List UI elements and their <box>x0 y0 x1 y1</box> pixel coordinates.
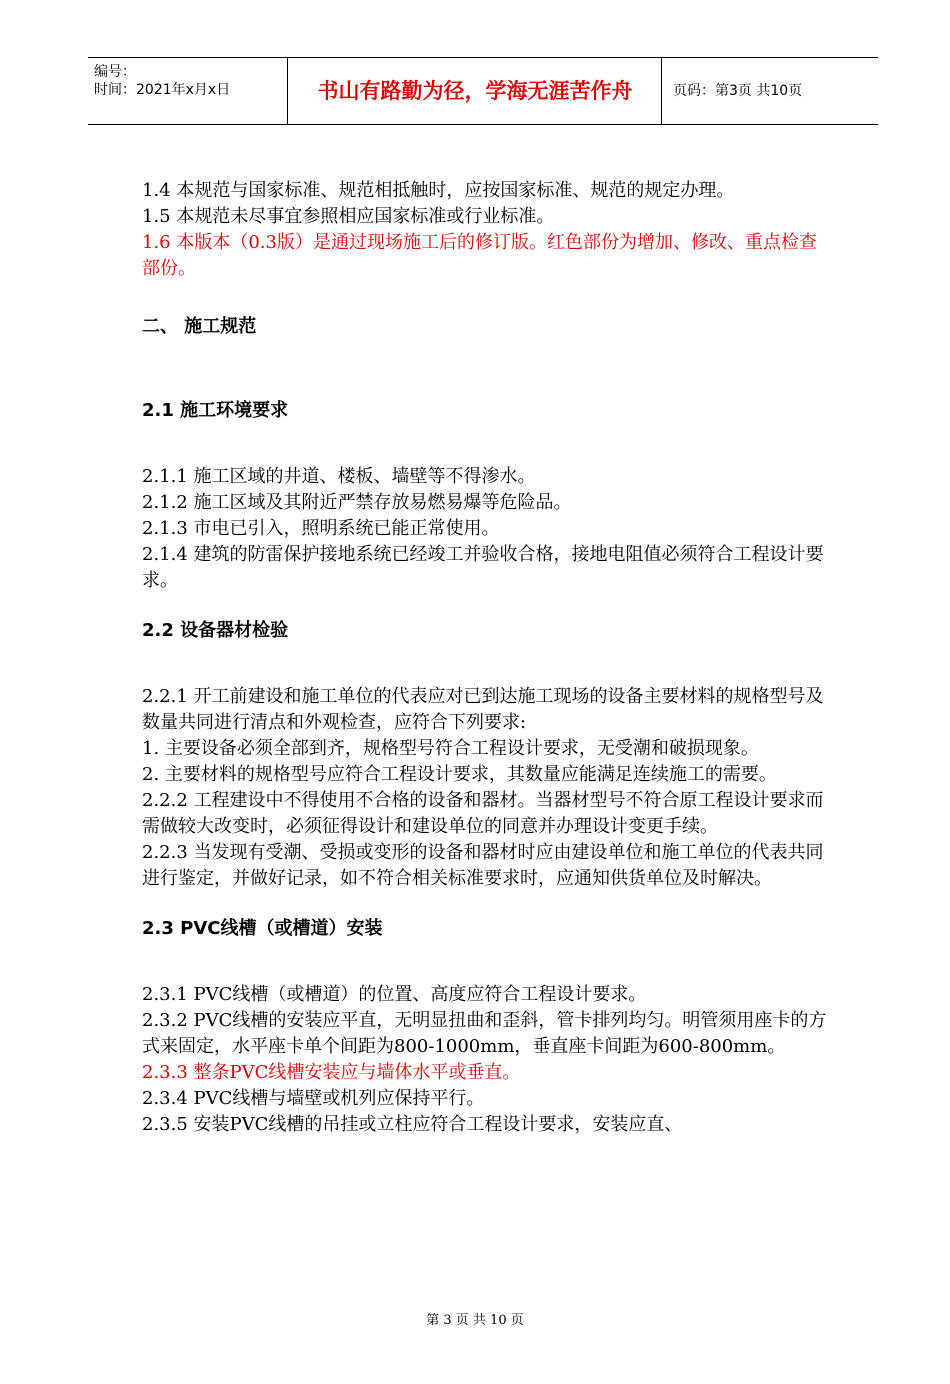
clause-2-3-4: 2.3.4 PVC线槽与墙壁或机列应保持平行。 <box>142 1088 485 1109</box>
clause-2-3-3: 2.3.3 整条PVC线槽安装应与墙体水平或垂直。 <box>142 1062 521 1083</box>
clause-1-5: 1.5 本规范未尽事宜参照相应国家标准或行业标准。 <box>142 206 555 227</box>
clause-2-2-1: 2.2.1 开工前建设和施工单位的代表应对已到达施工现场的设备主要材料的规格型号及数量共同进行清点和外观检查，应符合下列要求: <box>142 686 824 733</box>
clause-2-1-4: 2.1.4 建筑的防雷保护接地系统已经竣工并验收合格，接地电阻值必须符合工程设计要求。 <box>142 544 824 591</box>
header-page-number: 页码：第3页 共10页 <box>673 83 803 99</box>
page-header <box>88 57 878 125</box>
clause-2-2-1-item-2: 2. 主要材料的规格型号应符合工程设计要求，其数量应能满足连续施工的需要。 <box>142 764 777 785</box>
clause-2-3-1: 2.3.1 PVC线槽（或槽道）的位置、高度应符合工程设计要求。 <box>142 984 647 1005</box>
clause-2-2-2: 2.2.2 工程建设中不得使用不合格的设备和器材。当器材型号不符合原工程设计要求而需做较大改变时，必须征得设计和建设单位的同意并办理设计变更手续。 <box>142 790 824 837</box>
page-footer: 第 3 页 共 10 页 <box>426 1313 524 1328</box>
header-number: 编号： <box>94 64 136 80</box>
clause-1-6: 1.6 本版本（0.3版）是通过现场施工后的修订版。红色部份为增加、修改、重点检查部份。 <box>142 232 817 279</box>
document-body <box>142 178 832 1138</box>
clause-2-3-5: 2.3.5 安装PVC线槽的吊挂或立柱应符合工程设计要求，安装应直、 <box>142 1114 683 1135</box>
header-motto: 书山有路勤为径，学海无涯苦作舟 <box>289 58 662 124</box>
clause-2-3-2: 2.3.2 PVC线槽的安装应平直，无明显扭曲和歪斜，管卡排列均匀。明管须用座卡的方式来固定，水平座卡单个间距为800-1000mm，垂直座卡间距为600-800mm。 <box>142 1010 827 1057</box>
clause-2-1-2: 2.1.2 施工区域及其附近严禁存放易燃易爆等危险品。 <box>142 492 572 513</box>
subsection-heading-2-1: 2.1 施工环境要求 <box>142 400 289 421</box>
clause-2-2-1-item-1: 1. 主要设备必须全部到齐，规格型号符合工程设计要求，无受潮和破损现象。 <box>142 738 759 759</box>
clause-2-1-1: 2.1.1 施工区域的井道、楼板、墙壁等不得渗水。 <box>142 466 536 487</box>
clause-2-2-3: 2.2.3 当发现有受潮、受损或变形的设备和器材时应由建设单位和施工单位的代表共同进行鉴定，并做好记录，如不符合相关标准要求时，应通知供货单位及时解决。 <box>142 842 824 889</box>
subsection-heading-2-2: 2.2 设备器材检验 <box>142 620 289 641</box>
header-time: 时间：2021年x月x日 <box>94 82 231 98</box>
section-heading-2: 二、 施工规范 <box>142 316 257 337</box>
subsection-heading-2-3: 2.3 PVC线槽（或槽道）安装 <box>142 918 383 939</box>
clause-1-4: 1.4 本规范与国家标准、规范相抵触时，应按国家标准、规范的规定办理。 <box>142 180 735 201</box>
header-meta <box>88 58 288 124</box>
clause-2-1-3: 2.1.3 市电已引入，照明系统已能正常使用。 <box>142 518 500 539</box>
